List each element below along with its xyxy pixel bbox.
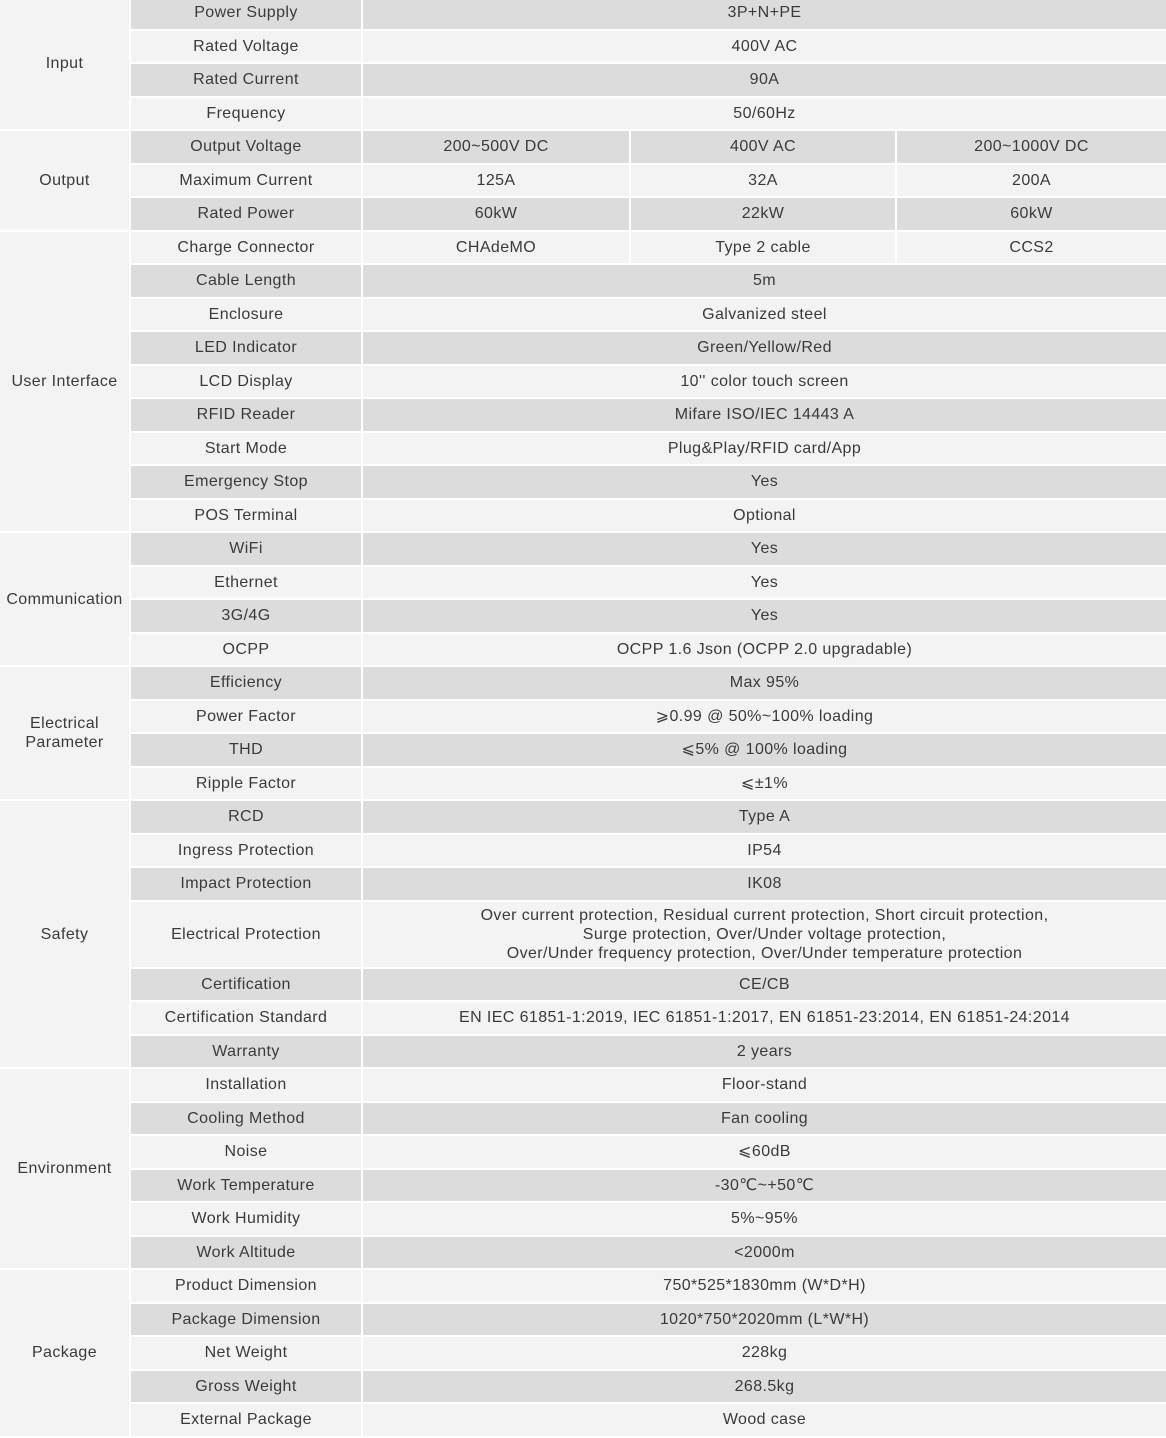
spec-label-thd: THD: [131, 734, 361, 768]
spec-value-rated-power-1: 60kW: [361, 198, 629, 232]
spec-label-work-humidity: Work Humidity: [131, 1203, 361, 1237]
spec-value-efficiency: Max 95%: [361, 667, 1166, 701]
spec-value-ocpp: OCPP 1.6 Json (OCPP 2.0 upgradable): [361, 634, 1166, 668]
spec-value-output-voltage-3: 200~1000V DC: [895, 131, 1166, 165]
spec-value-emergency-stop: Yes: [361, 466, 1166, 500]
spec-value-rated-voltage: 400V AC: [361, 31, 1166, 65]
spec-value-led-indicator: Green/Yellow/Red: [361, 332, 1166, 366]
spec-value-line: Surge protection, Over/Under voltage protection,: [582, 925, 947, 943]
spec-value-thd: ⩽5% @ 100% loading: [361, 734, 1166, 768]
spec-label-start-mode: Start Mode: [131, 433, 361, 467]
spec-value-power-factor: ⩾0.99 @ 50%~100% loading: [361, 701, 1166, 735]
group-label-input: Input: [0, 0, 129, 131]
spec-value-rated-current: 90A: [361, 64, 1166, 98]
spec-label-rated-current: Rated Current: [131, 64, 361, 98]
group-label-communication: Communication: [0, 533, 129, 667]
spec-label-installation: Installation: [131, 1069, 361, 1103]
spec-label-cooling-method: Cooling Method: [131, 1103, 361, 1137]
spec-value-maximum-current-1: 125A: [361, 165, 629, 199]
spec-value-frequency: 50/60Hz: [361, 98, 1166, 132]
spec-label-wifi: WiFi: [131, 533, 361, 567]
spec-value-output-voltage-1: 200~500V DC: [361, 131, 629, 165]
spec-value-rfid-reader: Mifare ISO/IEC 14443 A: [361, 399, 1166, 433]
spec-label-net-weight: Net Weight: [131, 1337, 361, 1371]
group-label-package: Package: [0, 1270, 129, 1438]
spec-label-warranty: Warranty: [131, 1036, 361, 1070]
spec-label-rcd: RCD: [131, 801, 361, 835]
spec-label-electrical-protection: Electrical Protection: [131, 902, 361, 969]
spec-label-efficiency: Efficiency: [131, 667, 361, 701]
group-label-output: Output: [0, 131, 129, 232]
spec-value-installation: Floor-stand: [361, 1069, 1166, 1103]
spec-value-line: Over current protection, Residual current protection, Short circuit protection,: [480, 906, 1049, 924]
spec-value-external-package: Wood case: [361, 1404, 1166, 1438]
spec-value-power-supply: 3P+N+PE: [361, 0, 1166, 31]
spec-label-3g-4g: 3G/4G: [131, 600, 361, 634]
group-label-electrical-parameter: Electrical Parameter: [0, 667, 129, 801]
spec-label-power-supply: Power Supply: [131, 0, 361, 31]
spec-value-start-mode: Plug&Play/RFID card/App: [361, 433, 1166, 467]
spec-value-ethernet: Yes: [361, 567, 1166, 601]
group-label-safety: Safety: [0, 801, 129, 1069]
spec-value-charge-connector-3: CCS2: [895, 232, 1166, 266]
spec-label-enclosure: Enclosure: [131, 299, 361, 333]
spec-label-package-dimension: Package Dimension: [131, 1304, 361, 1338]
spec-label-impact-protection: Impact Protection: [131, 868, 361, 902]
spec-label-work-altitude: Work Altitude: [131, 1237, 361, 1271]
spec-value-work-temperature: -30℃~+50℃: [361, 1170, 1166, 1204]
spec-label-noise: Noise: [131, 1136, 361, 1170]
spec-value-work-altitude: <2000m: [361, 1237, 1166, 1271]
spec-value-cooling-method: Fan cooling: [361, 1103, 1166, 1137]
spec-value-electrical-protection: [361, 902, 1166, 969]
spec-value-package-dimension: 1020*750*2020mm (L*W*H): [361, 1304, 1166, 1338]
spec-label-maximum-current: Maximum Current: [131, 165, 361, 199]
spec-value-warranty: 2 years: [361, 1036, 1166, 1070]
spec-value-ripple-factor: ⩽±1%: [361, 768, 1166, 802]
spec-label-frequency: Frequency: [131, 98, 361, 132]
group-label-user-interface: User Interface: [0, 232, 129, 534]
spec-value-gross-weight: 268.5kg: [361, 1371, 1166, 1405]
spec-value-rated-power-2: 22kW: [629, 198, 895, 232]
spec-label-charge-connector: Charge Connector: [131, 232, 361, 266]
group-label-environment: Environment: [0, 1069, 129, 1270]
spec-value-ingress-protection: IP54: [361, 835, 1166, 869]
spec-label-gross-weight: Gross Weight: [131, 1371, 361, 1405]
spec-label-pos-terminal: POS Terminal: [131, 500, 361, 534]
spec-value-rated-power-3: 60kW: [895, 198, 1166, 232]
spec-value-net-weight: 228kg: [361, 1337, 1166, 1371]
spec-value-certification: CE/CB: [361, 969, 1166, 1003]
spec-value-output-voltage-2: 400V AC: [629, 131, 895, 165]
spec-label-work-temperature: Work Temperature: [131, 1170, 361, 1204]
spec-value-3g-4g: Yes: [361, 600, 1166, 634]
spec-label-cable-length: Cable Length: [131, 265, 361, 299]
spec-label-ocpp: OCPP: [131, 634, 361, 668]
spec-value-lcd-display: 10'' color touch screen: [361, 366, 1166, 400]
spec-value-line: Over/Under frequency protection, Over/Under temperature protection: [506, 944, 1023, 962]
spec-value-rcd: Type A: [361, 801, 1166, 835]
spec-value-certification-standard: EN IEC 61851-1:2019, IEC 61851-1:2017, EN 61851-23:2014, EN 61851-24:2014: [361, 1002, 1166, 1036]
spec-label-certification-standard: Certification Standard: [131, 1002, 361, 1036]
spec-label-lcd-display: LCD Display: [131, 366, 361, 400]
spec-value-pos-terminal: Optional: [361, 500, 1166, 534]
spec-value-maximum-current-3: 200A: [895, 165, 1166, 199]
spec-value-enclosure: Galvanized steel: [361, 299, 1166, 333]
spec-label-output-voltage: Output Voltage: [131, 131, 361, 165]
spec-label-ethernet: Ethernet: [131, 567, 361, 601]
spec-label-ripple-factor: Ripple Factor: [131, 768, 361, 802]
spec-label-rfid-reader: RFID Reader: [131, 399, 361, 433]
spec-value-maximum-current-2: 32A: [629, 165, 895, 199]
spec-value-impact-protection: IK08: [361, 868, 1166, 902]
spec-label-emergency-stop: Emergency Stop: [131, 466, 361, 500]
spec-label-external-package: External Package: [131, 1404, 361, 1438]
spec-label-ingress-protection: Ingress Protection: [131, 835, 361, 869]
spec-label-rated-voltage: Rated Voltage: [131, 31, 361, 65]
spec-value-work-humidity: 5%~95%: [361, 1203, 1166, 1237]
spec-value-charge-connector-2: Type 2 cable: [629, 232, 895, 266]
spec-label-power-factor: Power Factor: [131, 701, 361, 735]
spec-label-led-indicator: LED Indicator: [131, 332, 361, 366]
spec-value-charge-connector-1: CHAdeMO: [361, 232, 629, 266]
spec-label-certification: Certification: [131, 969, 361, 1003]
spec-value-product-dimension: 750*525*1830mm (W*D*H): [361, 1270, 1166, 1304]
spec-value-noise: ⩽60dB: [361, 1136, 1166, 1170]
spec-value-cable-length: 5m: [361, 265, 1166, 299]
spec-value-wifi: Yes: [361, 533, 1166, 567]
spec-label-rated-power: Rated Power: [131, 198, 361, 232]
spec-label-product-dimension: Product Dimension: [131, 1270, 361, 1304]
